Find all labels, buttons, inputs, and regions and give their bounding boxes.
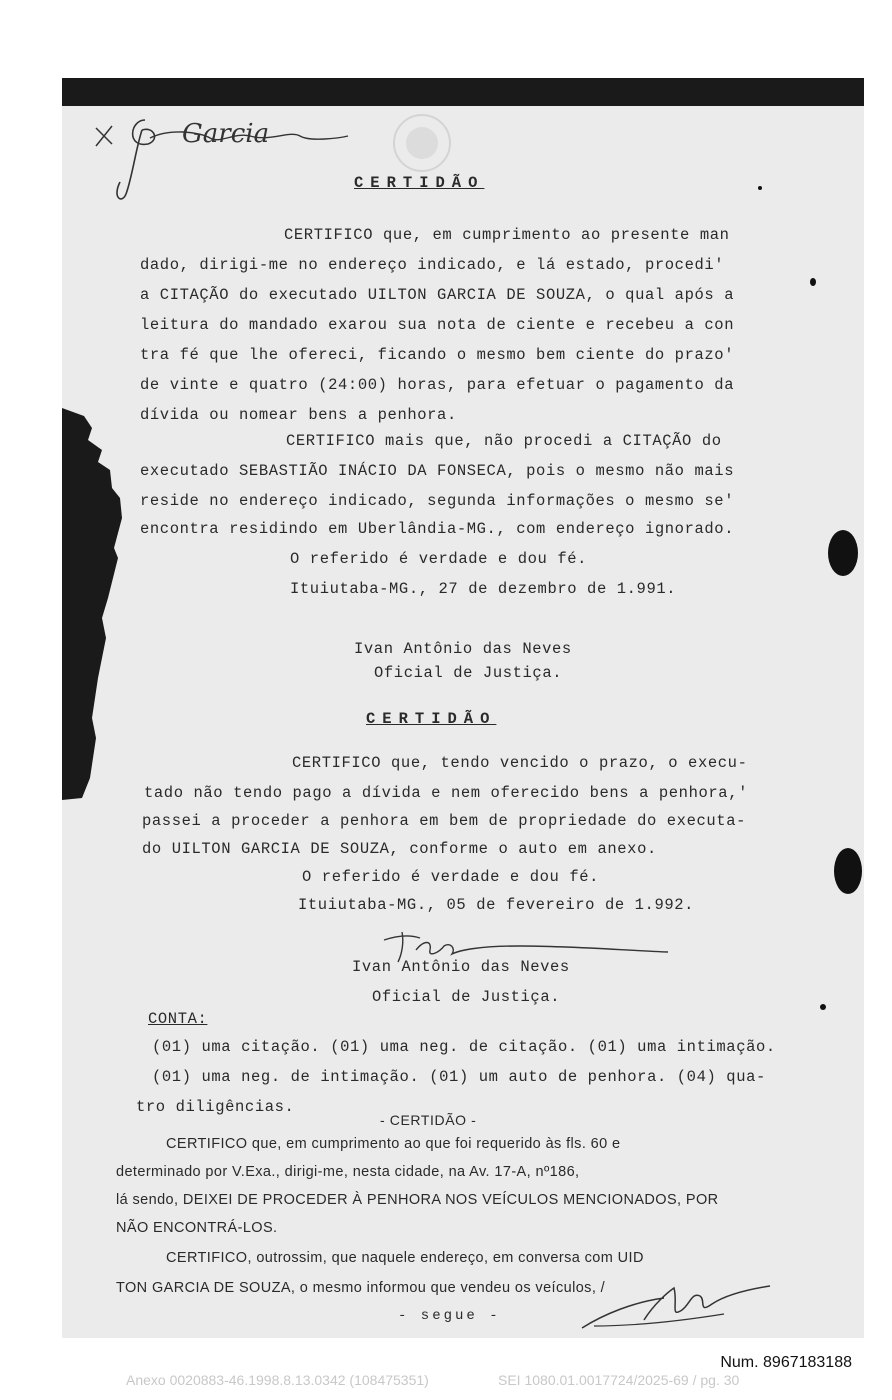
seal-emblem <box>382 108 462 178</box>
body-line: do UILTON GARCIA DE SOUZA, conforme o auto em anexo. <box>142 840 657 858</box>
body-line: CERTIFICO que, tendo vencido o prazo, o execu- <box>292 754 748 772</box>
body-line: leitura do mandado exarou sua nota de ciente e recebeu a con <box>140 316 735 334</box>
signer-role: Oficial de Justiça. <box>372 988 561 1006</box>
body-line: encontra residindo em Uberlândia-MG., com endereço ignorado. <box>140 520 735 538</box>
scanned-document <box>62 78 864 1338</box>
body-line: dívida ou nomear bens a penhora. <box>140 406 457 424</box>
speck <box>758 186 762 190</box>
speck <box>810 278 816 286</box>
body-line: determinado por V.Exa., dirigi-me, nesta cidade, na Av. 17-A, nº186, <box>116 1164 580 1180</box>
svg-text:Garcia: Garcia <box>182 119 270 149</box>
conta-line: (01) uma neg. de intimação. (01) um auto de penhora. (04) qua- <box>152 1068 766 1086</box>
certidao-title-3: - CERTIDÃO - <box>380 1112 477 1128</box>
body-line: CERTIFICO, outrossim, que naquele endereço, em conversa com UID <box>166 1250 644 1266</box>
body-line: TON GARCIA DE SOUZA, o mesmo informou que vendeu os veículos, / <box>116 1280 606 1296</box>
certidao-title-1: CERTIDÃO <box>354 174 485 192</box>
document-page <box>62 78 864 1338</box>
body-line: passei a proceder a penhora em bem de propriedade do executa- <box>142 812 746 830</box>
certidao-title-2: CERTIDÃO <box>366 710 497 728</box>
body-line: reside no endereço indicado, segunda informações o mesmo se' <box>140 492 735 510</box>
footer-anexo: Anexo 0020883-46.1998.8.13.0342 (108475351) <box>126 1372 429 1388</box>
handwritten-signature-bottom <box>574 1274 774 1334</box>
body-line: de vinte e quatro (24:00) horas, para efetuar o pagamento da <box>140 376 735 394</box>
binder-hole <box>834 848 862 894</box>
date-line: Ituiutaba-MG., 05 de fevereiro de 1.992. <box>298 896 695 914</box>
body-line: dado, dirigi-me no endereço indicado, e lá estado, procedi' <box>140 256 725 274</box>
signer-name: Ivan Antônio das Neves <box>354 640 572 658</box>
conta-label: CONTA: <box>148 1010 208 1028</box>
body-line: NÃO ENCONTRÁ-LOS. <box>116 1220 278 1236</box>
date-line: Ituiutaba-MG., 27 de dezembro de 1.991. <box>290 580 677 598</box>
continues-label: - segue - <box>398 1308 501 1324</box>
body-line: lá sendo, DEIXEI DE PROCEDER À PENHORA NOS VEÍCULOS MENCIONADOS, POR <box>116 1192 719 1208</box>
binder-hole <box>828 530 858 576</box>
footer-sei: SEI 1080.01.0017724/2025-69 / pg. 30 <box>498 1372 740 1388</box>
body-line: executado SEBASTIÃO INÁCIO DA FONSECA, pois o mesmo não mais <box>140 462 735 480</box>
conta-line: (01) uma citação. (01) uma neg. de citação. (01) uma intimação. <box>152 1038 776 1056</box>
body-line: tra fé que lhe ofereci, ficando o mesmo bem ciente do prazo' <box>140 346 735 364</box>
body-line: CERTIFICO que, em cumprimento ao que foi requerido às fls. 60 e <box>166 1136 621 1152</box>
signer-name: Ivan Antônio das Neves <box>352 958 570 976</box>
handwritten-signature-top <box>90 108 350 208</box>
body-line: O referido é verdade e dou fé. <box>290 550 588 568</box>
body-line: CERTIFICO que, em cumprimento ao presente man <box>284 226 730 244</box>
speck <box>820 1004 826 1010</box>
body-line: CERTIFICO mais que, não procedi a CITAÇÃO do <box>286 432 722 450</box>
signer-role: Oficial de Justiça. <box>374 664 563 682</box>
body-line: a CITAÇÃO do executado UILTON GARCIA DE SOUZA, o qual após a <box>140 286 735 304</box>
document-number: Num. 8967183188 <box>720 1354 852 1371</box>
conta-line: tro diligências. <box>136 1098 295 1116</box>
body-line: O referido é verdade e dou fé. <box>302 868 600 886</box>
body-line: tado não tendo pago a dívida e nem oferecido bens a penhora,' <box>144 784 748 802</box>
